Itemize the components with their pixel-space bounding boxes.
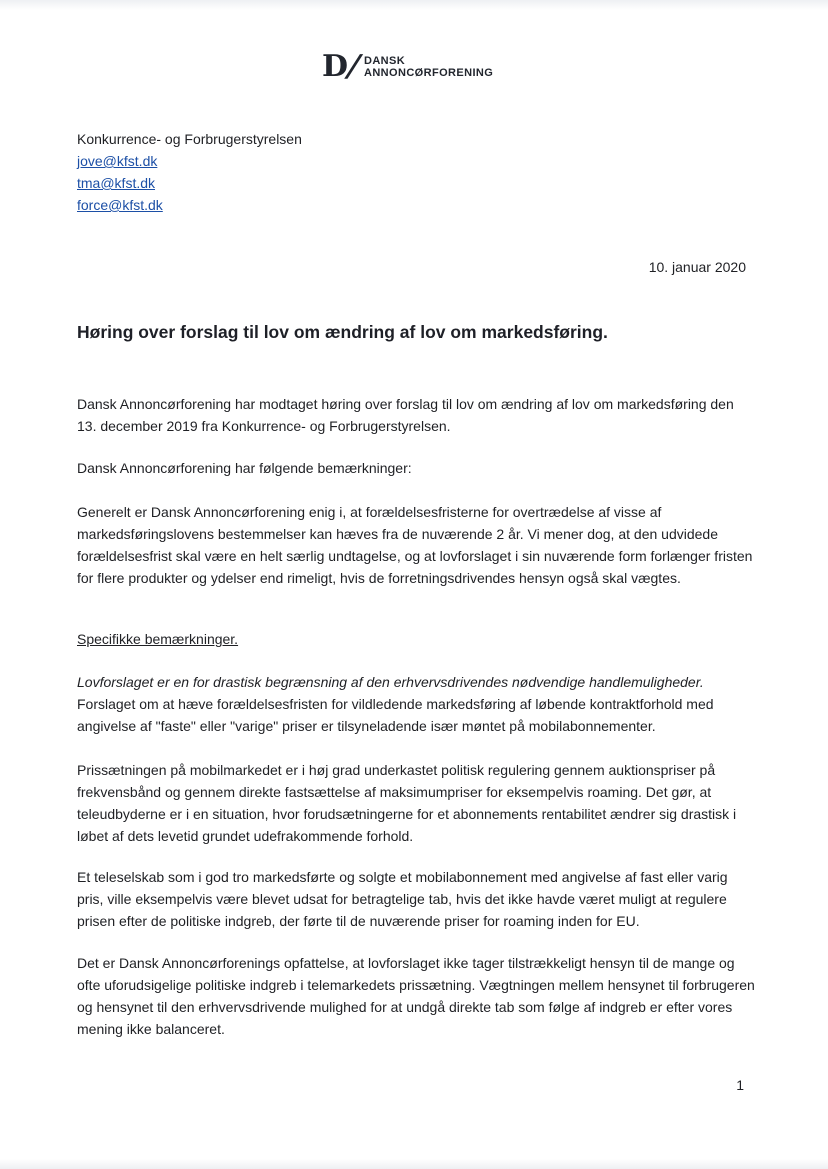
paragraph-conclusion: Det er Dansk Annoncørforenings opfattelse, at lovforslaget ikke tager tilstrækkeligt hensyn til de mange og ofte uforudsigelige politiske indgreb i telemarkedets prissætning. Vægtningen mellem hensynet til forbrugeren og hensynet til den erhvervsdrivende mulighed for at undgå direkte tab som følge af indgreb er efter vores mening ikke balanceret. (77, 955, 755, 1037)
logo-line-2: ANNONCØRFORENING (363, 67, 494, 79)
paragraph-intro: Dansk Annoncørforening har modtaget høring over forslag til lov om ændring af lov om markedsføring den 13. december 2019 fra Konkurrence- og Forbrugerstyrelsen. (77, 396, 734, 434)
logo-mark (322, 49, 364, 84)
dansk-annoncorforening-logo (322, 49, 494, 84)
paragraph-general: Generelt er Dansk Annoncørforening enig i, at forældelsesfristerne for overtrædelse af visse af markedsføringslovens bestemmelser kan hæves fra de nuværende 2 år. Vi mener dog, at den udvidede forældelsesfrist skal være en helt særlig undtagelse, og at lovforslaget i sin nuværende form forlænger fristen for flere produkter og ydelser end rimeligt, hvis de forretningsdrivendes hensyn også skal vægtes. (77, 504, 753, 586)
recipient-block (77, 128, 302, 216)
specific-lead: Lovforslaget er en for drastisk begrænsning af den erhvervsdrivendes nødvendige handlemuligheder. (77, 674, 704, 690)
recipient-name: Konkurrence- og Forbrugerstyrelsen (77, 131, 302, 147)
logo-mark-letter: D (322, 49, 348, 84)
letter-date: 10. januar 2020 (648, 259, 746, 275)
paragraph-pricing: Prissætningen på mobilmarkedet er i høj grad underkastet politisk regulering gennem auktionspriser på frekvensbånd og gennem direkte fastsættelse af maksimumpriser for eksempelvis roaming. Det gør, at teleudbyderne er i en situation, hvor forudsætningerne for et abonnements rentabilitet ændrer sig drastisk i løbet af dets levetid grundet udefrakommende forhold. (77, 762, 737, 844)
scan-edge-top (0, 0, 828, 10)
page-number: 1 (736, 1077, 744, 1093)
scan-edge-bottom (0, 1159, 828, 1169)
email-link-tma[interactable]: tma@kfst.dk (77, 175, 156, 191)
email-link-jove[interactable]: jove@kfst.dk (77, 153, 158, 169)
email-link-force[interactable]: force@kfst.dk (77, 197, 163, 213)
logo-mark-slash: / (342, 49, 364, 84)
paragraph-specific (77, 671, 757, 737)
logo-line-1: DANSK (363, 55, 406, 67)
specific-heading: Specifikke bemærkninger. (77, 631, 239, 647)
paragraph-example: Et teleselskab som i god tro markedsførte og solgte et mobilabonnement med angivelse af fast eller varig pris, ville eksempelvis være blevet udsat for betragtelige tab, hvis det ikke havde været muligt at regulere prisen efter de politiske indgreb, der førte til de nuværende priser for roaming inden for EU. (77, 869, 728, 929)
paragraph-remarks-intro: Dansk Annoncørforening har følgende bemærkninger: (77, 460, 412, 476)
logo-wordmark (364, 55, 493, 79)
specific-body: Forslaget om at hæve forældelsesfristen for vildledende markedsføring af løbende kontraktforhold med angivelse af "faste" eller "varige" priser er tilsyneladende især møntet på mobilabonnementer. (77, 696, 714, 734)
letter-title: Høring over forslag til lov om ændring af lov om markedsføring. (77, 322, 608, 342)
